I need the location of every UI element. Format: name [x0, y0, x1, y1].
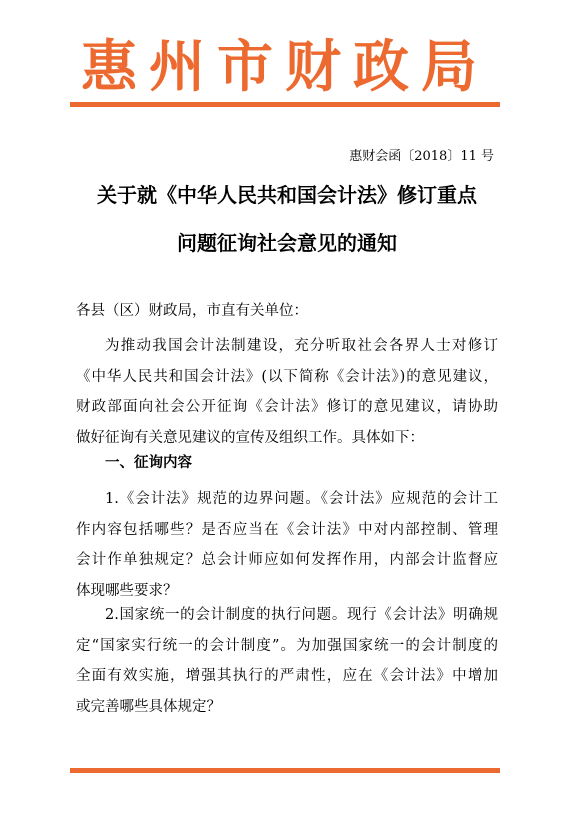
item-2-line: 定“国家实行统一的会计制度”。为加强国家统一的会计制度的 — [76, 637, 498, 654]
footer-rule — [70, 768, 500, 773]
letterhead-rule-top — [70, 102, 500, 107]
intro-line: 《中华人民共和国会计法》(以下简称《会计法》)的意见建议， — [76, 368, 498, 385]
intro-line: 为推动我国会计法制建设，充分听取社会各界人士对修订 — [105, 338, 498, 354]
document-number: 惠财会函〔2018〕11 号 — [349, 149, 494, 164]
item-2-line: 2.国家统一的会计制度的执行问题。现行《会计法》明确规 — [105, 607, 498, 623]
item-1-line: 1.《会计法》规范的边界问题。《会计法》应规范的会计工 — [105, 491, 498, 507]
item-2-paragraph — [76, 600, 498, 722]
item-1-line: 会计作单独规定？总会计师应如何发挥作用，内部会计监督应 — [76, 552, 498, 568]
intro-line: 财政部面向社会公开征询《会计法》修订的意见建议，请协助 — [76, 399, 498, 415]
item-1-line: 作内容包括哪些？是否应当在《会计法》中对内部控制、管理 — [76, 521, 498, 538]
item-2-line: 全面有效实施，增强其执行的严肃性，应在《会计法》中增加 — [76, 668, 498, 684]
item-2-line: 或完善哪些具体规定？ — [76, 698, 221, 715]
document-title-line-2: 问题征询社会意见的通知 — [177, 231, 397, 255]
section-heading: 一、征询内容 — [105, 455, 192, 471]
item-1-line: 体现哪些要求？ — [76, 582, 178, 599]
document-title-line-1: 关于就《中华人民共和国会计法》修订重点 — [97, 183, 477, 207]
salutation: 各县（区）财政局，市直有关单位： — [76, 303, 308, 319]
item-1-paragraph — [76, 484, 498, 606]
intro-line: 做好征询有关意见建议的宣传及组织工作。具体如下： — [76, 429, 424, 446]
intro-paragraph — [76, 331, 498, 453]
letterhead-title: 惠州市财政局 — [81, 34, 489, 100]
